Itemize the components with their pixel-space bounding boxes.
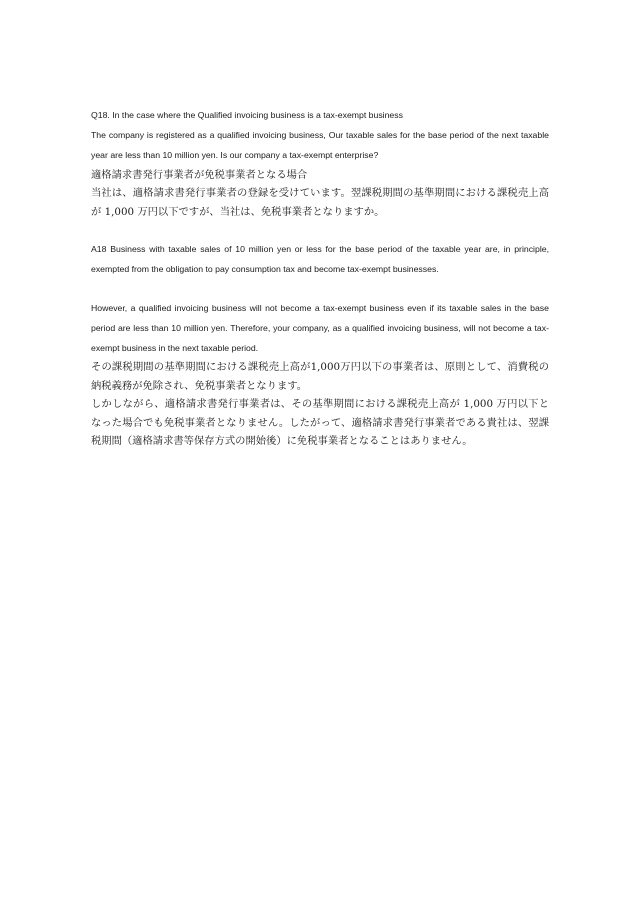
question-japanese-title bbox=[91, 166, 549, 185]
a18-english-para-2: However, a qualified invoicing business will not become a tax-exempt business even if its taxable sales in the base period are less than 10 million yen. Therefore, your company, as a qualified invoicing business, will not become a tax-exempt business in the next taxable period. bbox=[91, 303, 549, 353]
q18-title: Q18. In the case where the Qualified invoicing business is a tax-exempt business bbox=[91, 110, 403, 120]
q18-japanese-title: 適格請求書発行事業者が免税事業者となる場合 bbox=[91, 169, 308, 181]
answer-japanese-para-2 bbox=[91, 395, 549, 451]
a18-japanese-para-1: その課税期間の基準期間における課税売上高が1,000万円以下の事業者は、原則として、消費税の納税義務が免除され、免税事業者となります。 bbox=[91, 361, 549, 392]
answer-english-para-1 bbox=[91, 239, 549, 279]
question-title bbox=[91, 105, 549, 125]
answer-english-para-2 bbox=[91, 298, 549, 358]
answer-japanese-para-1 bbox=[91, 358, 549, 395]
a18-japanese-para-2: しかしながら、適格請求書発行事業者は、その基準期間における課税売上高が 1,000 万円以下となった場合でも免税事業者となりません。したがって、適格請求書発行事業者である貴社は、翌課税期間（適格請求書等保存方式の開始後）に免税事業者となることはありません。 bbox=[91, 398, 549, 447]
a18-english-para-1: A18 Business with taxable sales of 10 million yen or less for the base period of the taxable year are, in principle, exempted from the obligation to pay consumption tax and become tax-exempt businesses. bbox=[91, 244, 549, 274]
question-english bbox=[91, 125, 549, 165]
question-japanese bbox=[91, 184, 549, 221]
q18-english-text: The company is registered as a qualified invoicing business, Our taxable sales for the base period of the next taxable year are less than 10 million yen. Is our company a tax-exempt enterprise? bbox=[91, 130, 549, 160]
q18-japanese-text: 当社は、適格請求書発行事業者の登録を受けています。翌課税期間の基準期間における課税売上高が 1,000 万円以下ですが、当社は、免税事業者となりますか。 bbox=[91, 187, 549, 218]
